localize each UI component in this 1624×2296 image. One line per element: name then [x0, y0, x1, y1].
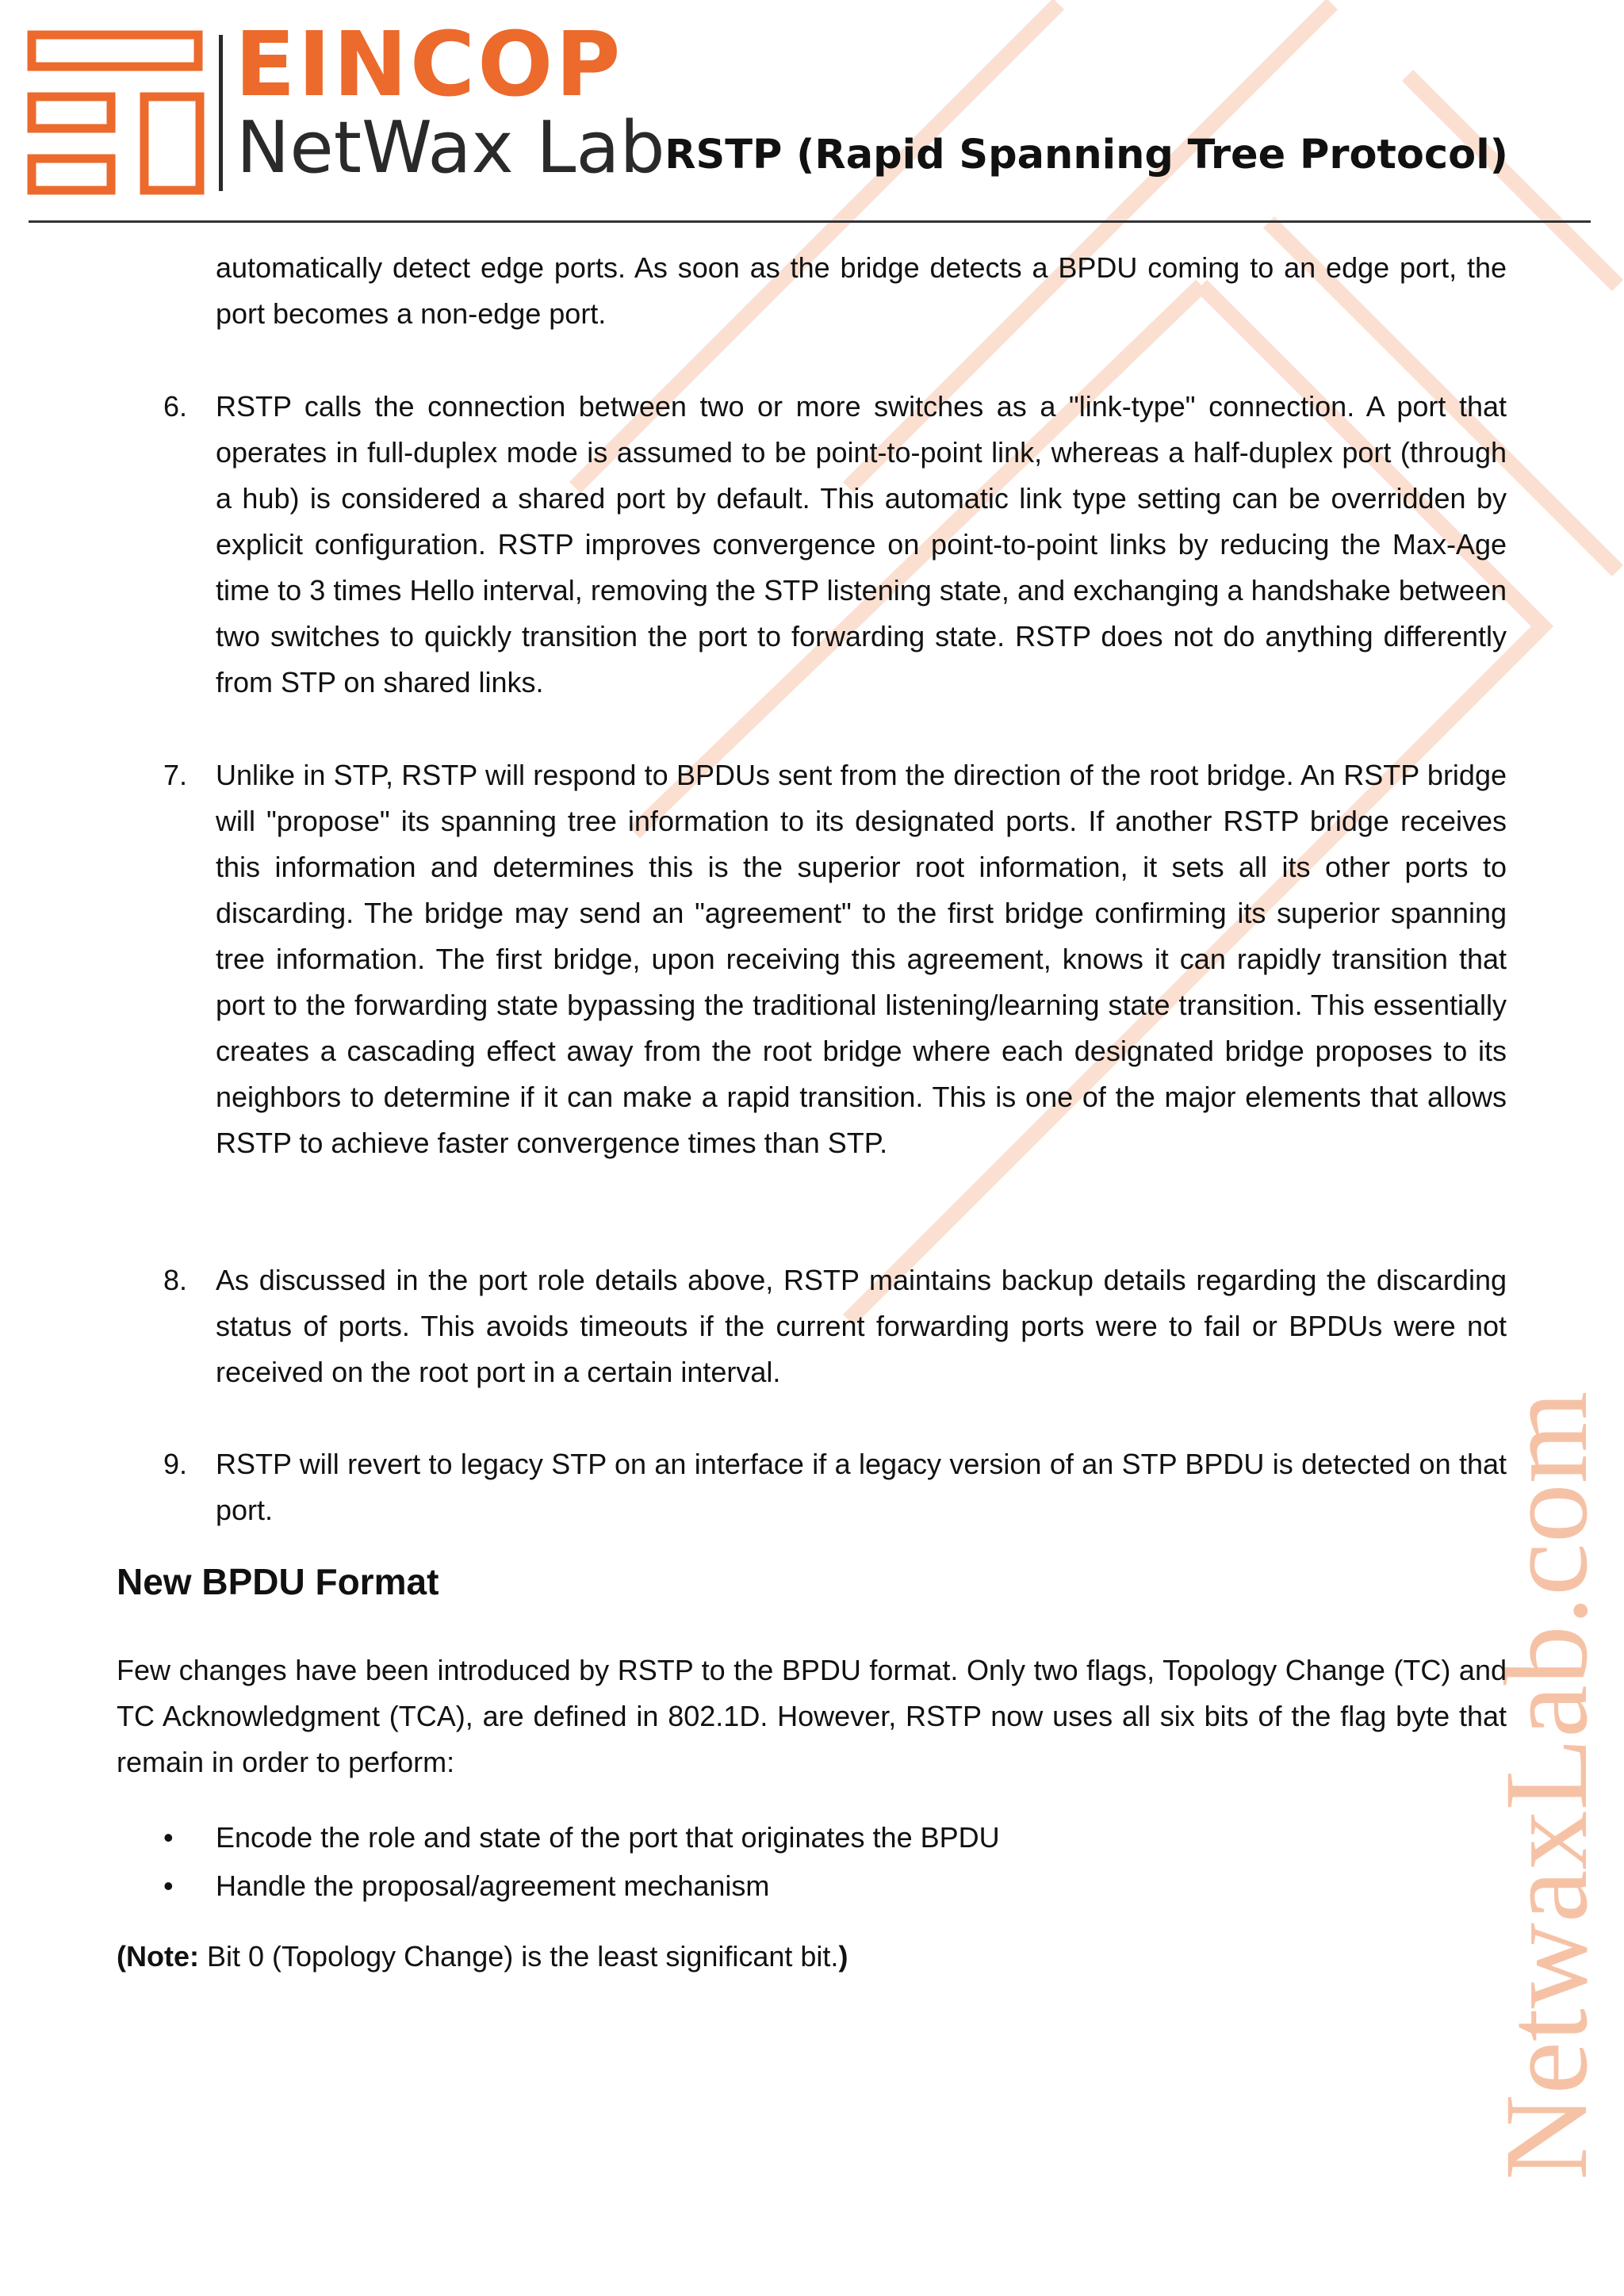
section-paragraph: Few changes have been introduced by RSTP to the BPDU format. Only two flags, Topology Change (TC) and TC Acknowledgment (TCA), are defined in 802.1D. However, RSTP now uses all six bits of the flag byte that remain in order to perform:: [117, 1654, 1507, 1778]
list-item-text: RSTP will revert to legacy STP on an interface if a legacy version of an STP BPDU is detected on that port.: [216, 1448, 1507, 1526]
list-item-number: 6.: [163, 390, 188, 423]
list-item-number: 7.: [163, 759, 188, 791]
list-item-text: As discussed in the port role details above, RSTP maintains backup details regarding the discarding status of ports. This avoids timeouts if the current forwarding ports were to fail or BPDUs were not received on the root port in a certain interval.: [216, 1264, 1507, 1388]
document-title: RSTP (Rapid Spanning Tree Protocol): [665, 132, 1508, 178]
header-divider: [29, 220, 1591, 223]
logo-wordmark-eincop: EINCOP: [235, 13, 623, 117]
section-heading: New BPDU Format: [117, 1561, 439, 1602]
note-label: Note:: [126, 1940, 199, 1973]
note-text: [117, 1934, 848, 1980]
list-item-number: 8.: [163, 1264, 188, 1296]
list-item-text: Unlike in STP, RSTP will respond to BPDUs sent from the direction of the root bridge. An RSTP bridge will "propose" its spanning tree information to its designated ports. If another RSTP bridge receives this information and determines this is the superior root information, it sets all its other ports to discarding. The bridge may send an "agreement" to the first bridge confirming its superior spanning tree information. The first bridge, upon receiving this agreement, knows it can rapidly transition that port to the forwarding state bypassing the traditional listening/learning state transition. This essentially creates a cascading effect away from the root bridge where each designated bridge proposes to its neighbors to determine if it can make a rapid transition. This is one of the major elements that allows RSTP to achieve faster convergence times than STP.: [216, 759, 1507, 1159]
logo-wordmark-netwax-lab: NetWax Lab: [236, 106, 665, 189]
list-item-number: 9.: [163, 1448, 188, 1480]
note-body: Bit 0 (Topology Change) is the least significant bit.: [199, 1940, 839, 1973]
side-watermark: NetwaxLab.com: [1480, 1391, 1612, 2180]
list-item-text: RSTP calls the connection between two or more switches as a "link-type" connection. A port that operates in full-duplex mode is assumed to be point-to-point link, whereas a half-duplex port (through a hub) is considered a shared port by default. This automatic link type setting can be overridden by explicit configuration. RSTP improves convergence on point-to-point links by reducing the Max-Age time to 3 times Hello interval, removing the STP listening state, and exchanging a handshake between two switches to quickly transition the port to forwarding state. RSTP does not do anything differently from STP on shared links.: [216, 390, 1507, 698]
intro-continuation-paragraph: automatically detect edge ports. As soon as the bridge detects a BPDU coming to an edge port, the port becomes a non-edge port.: [216, 251, 1507, 330]
note-open-paren: (: [117, 1940, 126, 1973]
bullet-item: Encode the role and state of the port that originates the BPDU: [216, 1821, 1000, 1854]
bullet-icon: •: [163, 1821, 174, 1854]
eincop-logo-icon: [27, 30, 217, 195]
bullet-item: Handle the proposal/agreement mechanism: [216, 1869, 770, 1902]
note-close-paren: ): [838, 1940, 848, 1973]
bullet-icon: •: [163, 1869, 174, 1902]
logo-divider: [219, 35, 223, 191]
